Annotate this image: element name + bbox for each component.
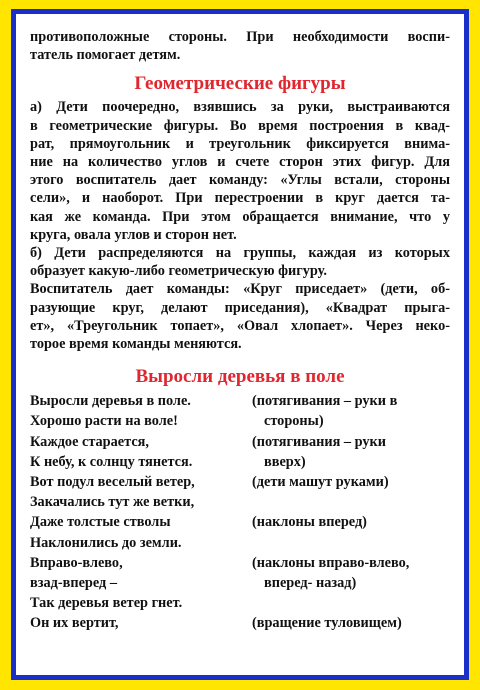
poem-note: (дети машут руками) (252, 474, 389, 491)
poem-verse: Он их вертит, (30, 615, 119, 632)
poem-verse: Хорошо расти на воле! (30, 413, 178, 430)
section-body-geometric-shapes (30, 98, 450, 353)
poem-row (30, 391, 450, 411)
poem-verse: Каждое старается, (30, 433, 149, 450)
body-line: б) Дети распределяются на группы, каждая из которых (30, 245, 450, 262)
body-line: ние на количество углов и счете сторон этих фигур. Для (30, 154, 450, 171)
poem-row (30, 432, 450, 452)
body-line: а) Дети поочередно, взявшись за руки, выстраиваются (30, 99, 450, 116)
poem-note (252, 533, 450, 553)
section-title-geometric-shapes: Геометрические фигуры (134, 73, 346, 95)
poem-verse: Даже толстые стволы (30, 514, 171, 531)
body-line: образует какую-либо геометрическую фигуру. (30, 263, 327, 280)
body-line: этого воспитатель дает команду: «Углы встали, стороны (30, 172, 450, 189)
poem-row (30, 472, 450, 492)
content-panel (11, 9, 469, 680)
poem-verse: Выросли деревья в поле. (30, 393, 191, 410)
poem-note: (вращение туловищем) (252, 615, 402, 632)
poem-verse: Закачались тут же ветки, (30, 494, 195, 511)
poem-row (30, 553, 450, 573)
poem-row (30, 593, 450, 613)
poem-verse: Наклонились до земли. (30, 534, 182, 551)
body-line: кая же команда. При этом обращается внимание, что у (30, 208, 450, 225)
poem-row (30, 512, 450, 532)
poem-table (30, 391, 450, 633)
poem-row (30, 573, 450, 593)
poem-row (30, 452, 450, 472)
poem-verse: Так деревья ветер гнет. (30, 595, 183, 612)
poem-note: (наклоны вправо-влево, (252, 554, 410, 571)
body-line: в геометрические фигуры. Во время построения в квад- (30, 117, 450, 134)
poem-note: вперед- назад) (264, 575, 357, 592)
poem-verse: Вот подул веселый ветер, (30, 474, 195, 491)
poem-row (30, 492, 450, 512)
poem-note: (потягивания – руки в (252, 393, 398, 410)
poem-verse: взад-вперед – (30, 575, 117, 592)
poem-note: вверх) (264, 453, 306, 470)
poem-row (30, 613, 450, 633)
intro-line: противоположные стороны. При необходимости воспи- (30, 29, 450, 45)
intro-line: татель помогает детям. (30, 47, 181, 64)
poem-row (30, 533, 450, 553)
poem-note: стороны) (264, 413, 324, 430)
poem-verse: К небу, к солнцу тянется. (30, 453, 193, 470)
body-line: круга, овала углов и сторон нет. (30, 226, 237, 243)
poem-verse: Вправо-влево, (30, 554, 123, 571)
poem-row (30, 411, 450, 431)
body-line: рат, прямоугольник и треугольник фиксируется внима- (30, 135, 450, 152)
poem-note: (потягивания – руки (252, 433, 387, 450)
body-line: торое время команды меняются. (30, 336, 242, 353)
poem-note (252, 593, 450, 613)
body-line: Воспитатель дает команды: «Круг приседает» (дети, об- (30, 281, 450, 298)
poem-note: (наклоны вперед) (252, 514, 367, 531)
body-line: разующие круг, делают приседания), «Квадрат прыга- (30, 299, 450, 316)
section-title-trees: Выросли деревья в поле (135, 366, 345, 388)
body-line: сели», и наоборот. При перестроении в круг дается та- (30, 190, 450, 207)
poem-note (252, 492, 450, 512)
body-line: ет», «Треугольник топает», «Овал хлопает». Через неко- (30, 317, 450, 334)
